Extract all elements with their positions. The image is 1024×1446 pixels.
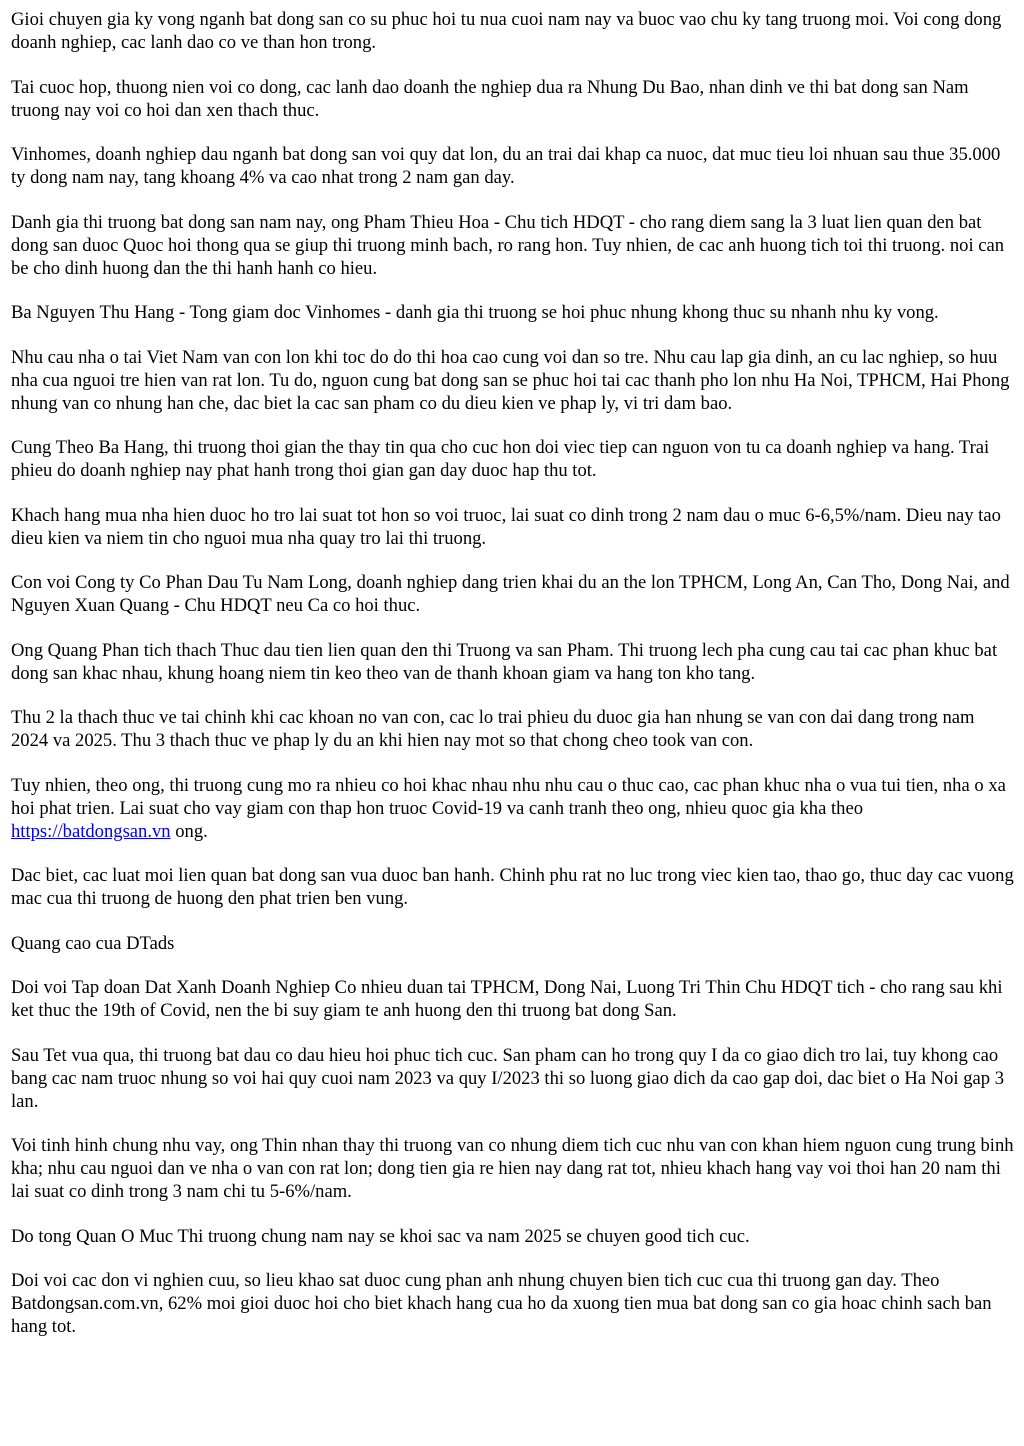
paragraph-13: Dac biet, cac luat moi lien quan bat dong san vua duoc ban hanh. Chinh phu rat no luc trong viec kien tao, thao go, thuc day cac vuong mac cua thi truong de huong den phat trien ben vung.	[11, 865, 1014, 909]
paragraph-3: Vinhomes, doanh nghiep dau nganh bat dong san voi quy dat lon, du an trai dai khap ca nuoc, dat muc tieu loi nhuan sau thue 35.000 ty dong nam nay, tang khoang 4% va cao nhat trong 2 nam gan day.	[11, 144, 1001, 188]
paragraph-9: Con voi Cong ty Co Phan Dau Tu Nam Long, doanh nghiep dang trien khai du an the lon TPHCM, Long An, Can Tho, Dong Nai, and Nguyen Xuan Quang - Chu HDQT neu Ca co hoi thuc.	[11, 572, 1010, 616]
paragraph-12-text-after: ong.	[170, 820, 208, 842]
paragraph-16: Sau Tet vua qua, thi truong bat dau co dau hieu hoi phuc tich cuc. San pham can ho trong quy I da co giao dich tro lai, tuy khong cao bang cac nam truoc nhung so voi hai quy cuoi nam 2023 va quy I/2023 thi so luong giao dich da cao gap doi, dac biet o Ha Noi gap 3 lan.	[11, 1044, 1004, 1112]
paragraph-19: Doi voi cac don vi nghien cuu, so lieu khao sat duoc cung phan anh nhung chuyen bien tich cuc cua thi truong gan day. Theo Batdongsan.com.vn, 62% moi gioi duoc hoi cho biet khach hang cua ho da xuong tien mua bat dong san co gia hoac chinh sach ban hang tot.	[11, 1270, 992, 1337]
paragraph-4: Danh gia thi truong bat dong san nam nay, ong Pham Thieu Hoa - Chu tich HDQT - cho rang diem sang la 3 luat lien quan den bat dong san duoc Quoc hoi thong qua se giup thi truong minh bach, ro rang hon. Tuy nhien, de cac anh huong tich toi thi truong. noi can be cho dinh huong dan the thi hanh hanh co hieu.	[11, 211, 1005, 279]
paragraph-1: Gioi chuyen gia ky vong nganh bat dong san co su phuc hoi tu nua cuoi nam nay va buoc vao chu ky tang truong moi. Voi cong dong doanh nghiep, cac lanh dao co ve than hon trong.	[11, 9, 1002, 53]
paragraph-11: Thu 2 la thach thuc ve tai chinh khi cac khoan no van con, cac lo trai phieu du duoc gia han nhung se van con dai dang trong nam 2024 va 2025. Thu 3 thach thuc ve phap ly du an khi hien nay mot so that chong cheo took van con.	[11, 707, 975, 751]
paragraph-10: Ong Quang Phan tich thach Thuc dau tien lien quan den thi Truong va san Pham. Thi truong lech pha cung cau tai cac phan khuc bat dong san khac nhau, khung hoang niem tin keo theo van de thanh khoan giam va hang ton kho tang.	[11, 639, 998, 684]
paragraph-8: Khach hang mua nha hien duoc ho tro lai suat tot hon so voi truoc, lai suat co dinh trong 2 nam dau o muc 6-6,5%/nam. Dieu nay tao dieu kien va niem tin cho nguoi mua nha quay tro lai thi truong.	[11, 504, 1001, 549]
paragraph-12-text-before: Tuy nhien, theo ong, thi truong cung mo ra nhieu co hoi khac nhau nhu nhu cau o thuc cao, cac phan khuc nha o vua tui tien, nha o xa hoi phat trien. Lai suat cho vay giam con thap hon truoc Covid-19 va canh tranh theo ong, nhieu quoc gia kha theo	[11, 774, 1006, 819]
paragraph-12	[11, 774, 1014, 843]
batdongsan-link[interactable]: https://batdongsan.vn	[11, 820, 171, 842]
paragraph-5: Ba Nguyen Thu Hang - Tong giam doc Vinhomes - danh gia thi truong se hoi phuc nhung khong thuc su nhanh nhu ky vong.	[11, 302, 939, 323]
paragraph-7: Cung Theo Ba Hang, thi truong thoi gian the thay tin qua cho cuc hon doi viec tiep can nguon von tu ca doanh nghiep va hang. Trai phieu do doanh nghiep nay phat hanh trong thoi gian gan day duoc hap thu tot.	[11, 437, 990, 481]
ad-label: Quang cao cua DTads	[11, 932, 175, 954]
paragraph-2: Tai cuoc hop, thuong nien voi co dong, cac lanh dao doanh the nghiep dua ra Nhung Du Bao, nhan dinh ve thi bat dong san Nam truong nay voi co hoi dan xen thach thuc.	[11, 76, 969, 121]
paragraph-15: Doi voi Tap doan Dat Xanh Doanh Nghiep Co nhieu duan tai TPHCM, Dong Nai, Luong Tri Thin Chu HDQT tich - cho rang sau khi ket thuc the 19th of Covid, nen the bi suy giam te anh huong den thi truong bat dong San.	[11, 977, 1003, 1021]
paragraph-6: Nhu cau nha o tai Viet Nam van con lon khi toc do do thi hoa cao cung voi dan so tre. Nhu cau lap gia dinh, an cu lac nghiep, so huu nha cua nguoi tre hien van rat lon. Tu do, nguon cung bat dong san se phuc hoi tai cac thanh pho lon nhu Ha Noi, TPHCM, Hai Phong nhung van co nhung han che, dac biet la cac san pham co du dieu kien ve phap ly, vi tri dam bao.	[11, 346, 1010, 414]
paragraph-17: Voi tinh hinh chung nhu vay, ong Thin nhan thay thi truong van co nhung diem tich cuc nhu van con khan hiem nguon cung trung binh kha; nhu cau nguoi dan ve nha o van con rat lon; dong tien gia re hien nay dang rat tot, nhieu khach hang vay voi thoi han 20 nam thi lai suat co dinh trong 3 nam chi tu 5-6%/nam.	[11, 1135, 1014, 1202]
paragraph-18: Do tong Quan O Muc Thi truong chung nam nay se khoi sac va nam 2025 se chuyen good tich cuc.	[11, 1225, 750, 1247]
